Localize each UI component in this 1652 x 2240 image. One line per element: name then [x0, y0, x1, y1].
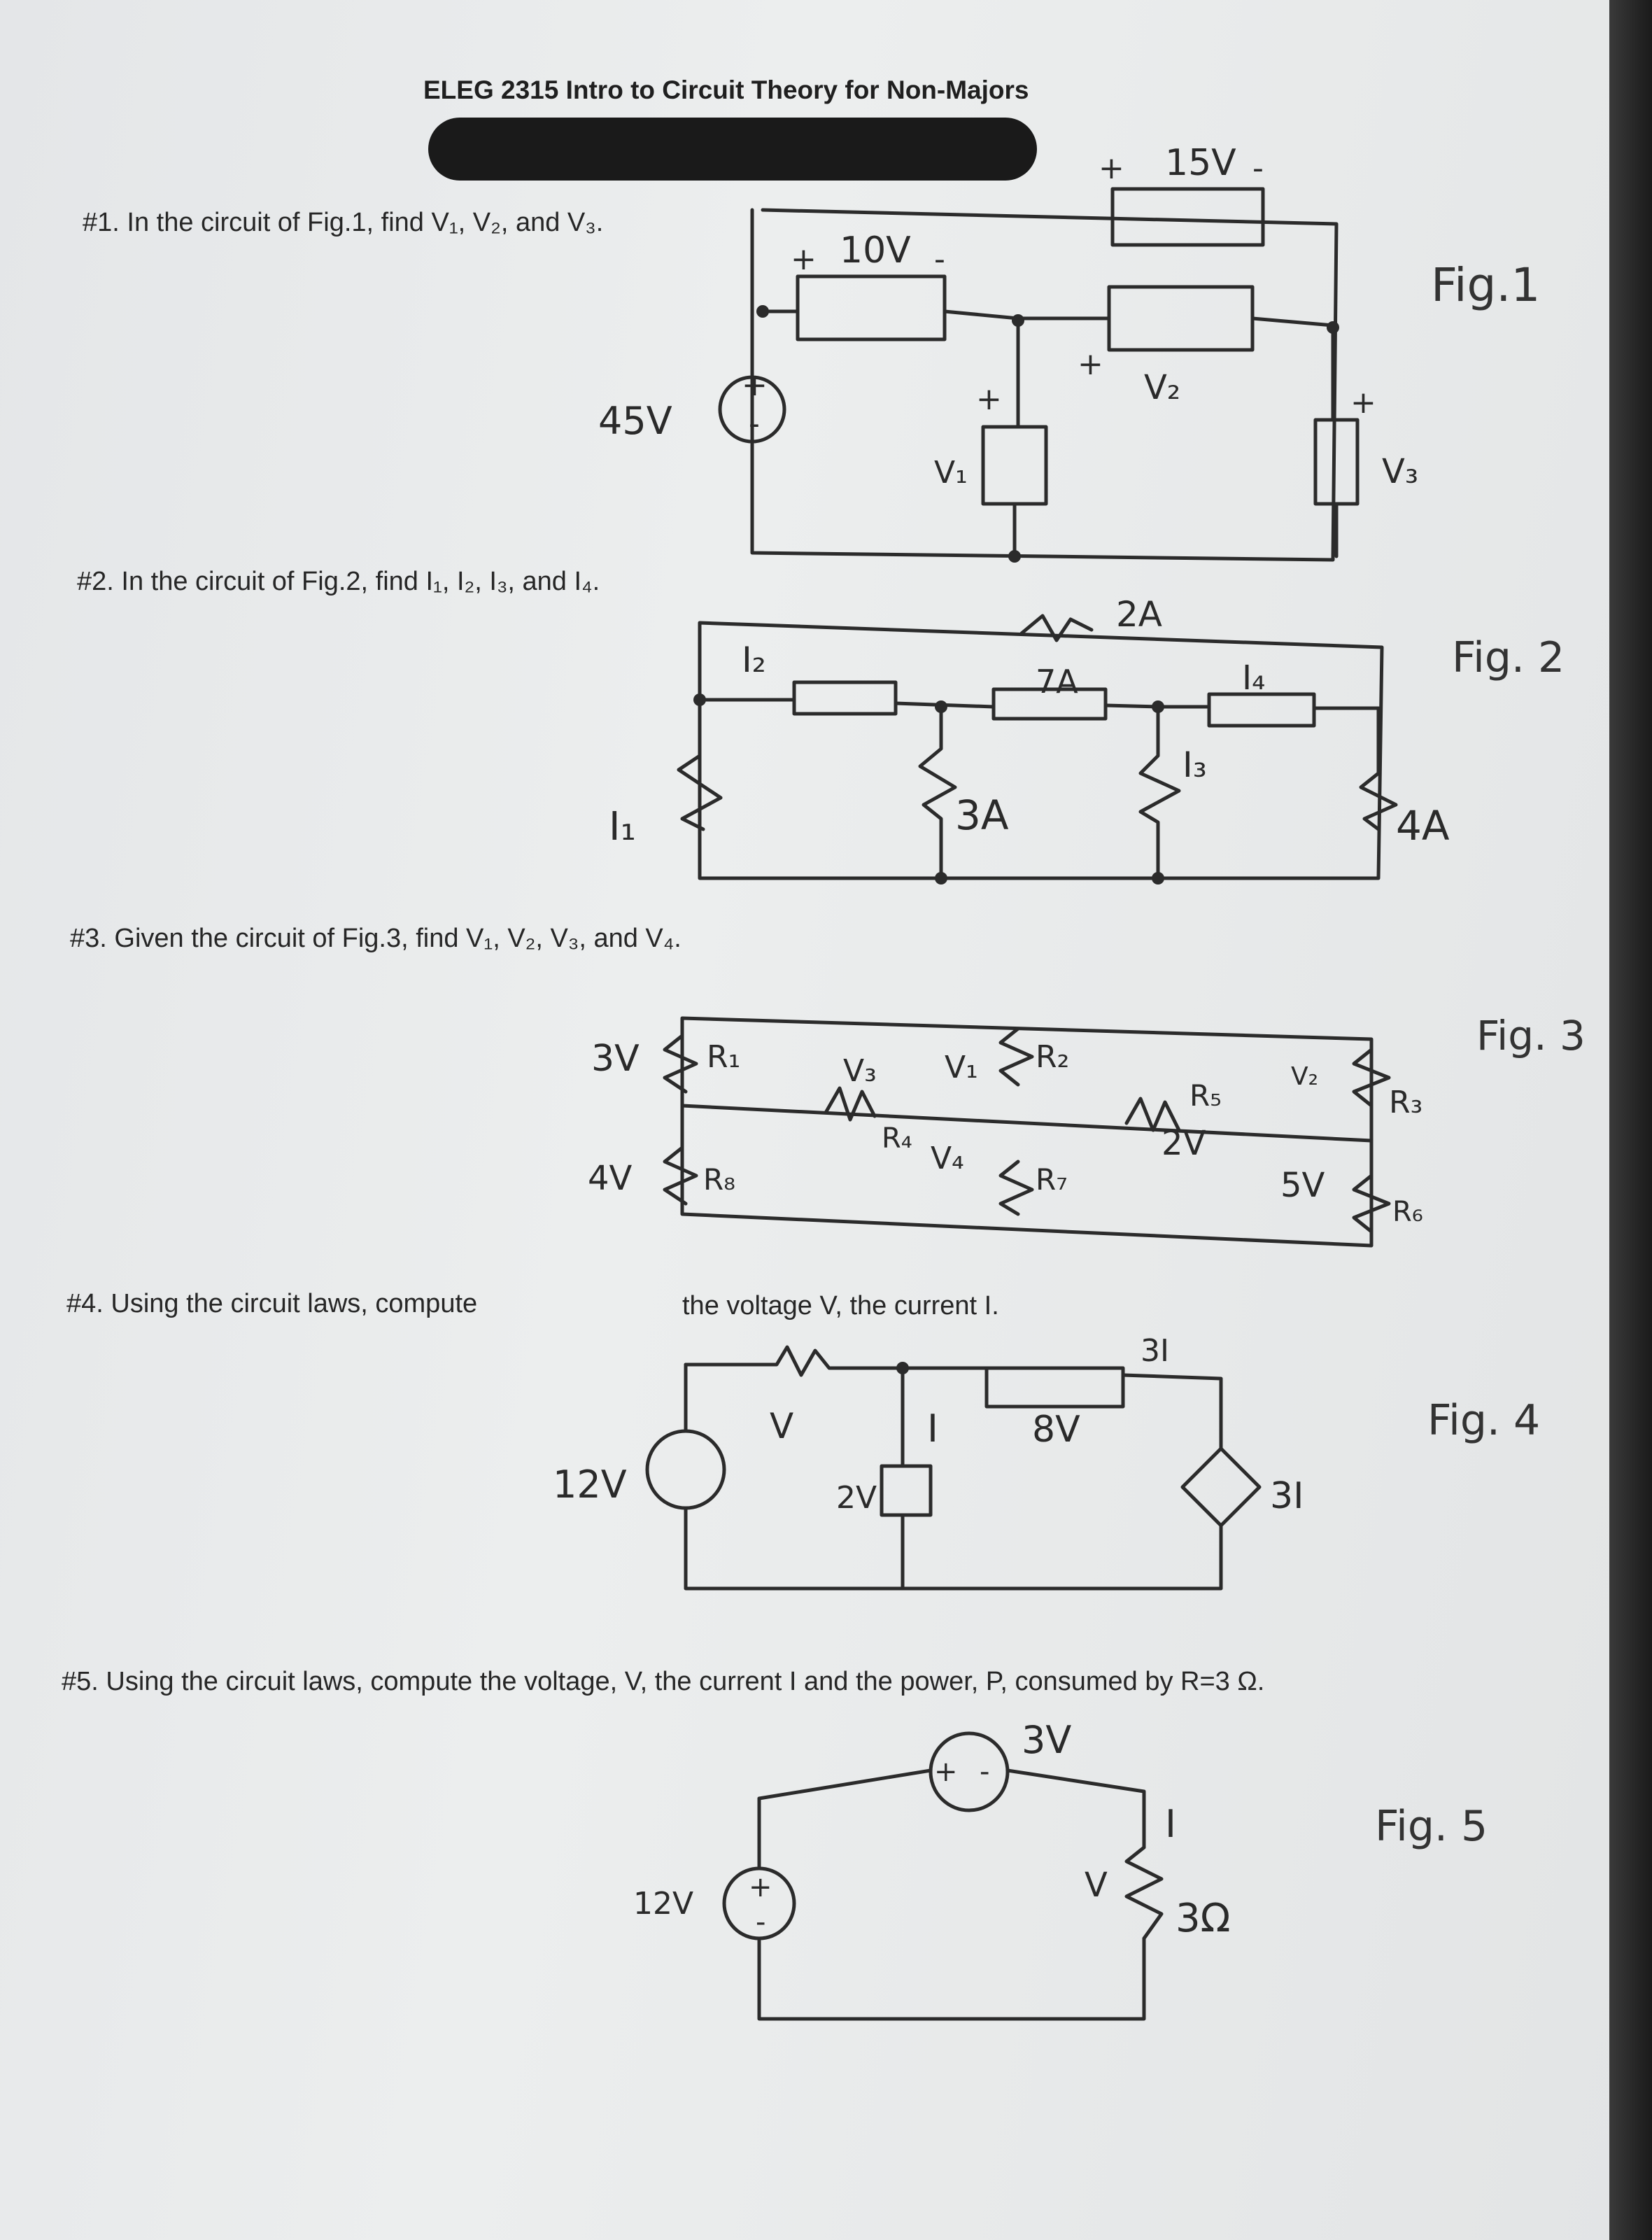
fig4-dep-top-label: 3I — [1141, 1333, 1169, 1369]
fig1-source-label: 45V — [598, 399, 672, 443]
fig3-r5-label: R₅ — [1189, 1078, 1222, 1113]
fig1-v1-label: V₁ — [934, 455, 968, 491]
fig4-resistor-2v — [882, 1466, 931, 1515]
svg-text:+: + — [1078, 346, 1103, 382]
fig2-outer-wire — [700, 623, 1382, 878]
svg-text:-: - — [934, 241, 945, 277]
fig3-r1-label: R₁ — [707, 1039, 741, 1075]
svg-text:-: - — [749, 406, 760, 442]
fig2-circuit — [679, 616, 1396, 878]
fig3-r2-label: R₂ — [1036, 1039, 1070, 1075]
fig3-5v-label: 5V — [1280, 1166, 1325, 1205]
fig1-resistor-15v — [1113, 189, 1263, 245]
fig3-3v-label: 3V — [591, 1038, 640, 1080]
fig3-label: Fig. 3 — [1476, 1012, 1586, 1059]
fig3-v2-label: V₂ — [1291, 1062, 1319, 1091]
fig1-v2-label: V₂ — [1144, 368, 1181, 407]
fig1-resistor-10v — [798, 276, 945, 339]
question-3: #3. Given the circuit of Fig.3, find V₁, V₂, V₃, and V₄. — [70, 924, 682, 953]
fig5-v-label: V — [1085, 1866, 1108, 1905]
fig5-source-label: 12V — [633, 1886, 694, 1922]
fig3-r4-label: R₄ — [882, 1122, 912, 1155]
fig3-r3-label: R₃ — [1389, 1085, 1423, 1120]
course-title: ELEG 2315 Intro to Circuit Theory for Non-Majors — [423, 76, 1029, 104]
fig4-circuit — [647, 1347, 1259, 1589]
fig1-resistor-v1 — [983, 427, 1046, 504]
svg-text:+: + — [742, 367, 768, 403]
fig2-7a-label: 7A — [1036, 663, 1078, 700]
fig4-8v-label: 8V — [1032, 1409, 1080, 1451]
fig1-resistor-v2 — [1109, 287, 1252, 350]
fig2-3a-label: 3A — [955, 791, 1009, 839]
fig4-voltage-source — [647, 1431, 724, 1508]
svg-text:+: + — [1099, 150, 1124, 186]
fig3-r7-label: R₇ — [1036, 1162, 1068, 1197]
fig1-v3-label: V₃ — [1382, 452, 1419, 491]
fig1-15v-label: 15V — [1165, 142, 1236, 184]
fig2-i3-label: I₃ — [1182, 745, 1207, 785]
fig4-dep-label: 3I — [1270, 1475, 1304, 1517]
fig3-circuit — [665, 1018, 1389, 1246]
fig5-resistor-3ohm — [1127, 1847, 1162, 1938]
question-5: #5. Using the circuit laws, compute the voltage, V, the current I and the power, P, consumed by R=3 Ω. — [62, 1667, 1265, 1696]
fig3-v4-label: V₄ — [931, 1141, 964, 1176]
svg-text:-: - — [1252, 150, 1264, 186]
fig3-v1-label: V₁ — [945, 1050, 978, 1085]
fig2-i1-label: I₁ — [609, 804, 636, 850]
fig2-4a-label: 4A — [1396, 802, 1450, 850]
svg-text:+: + — [934, 1756, 958, 1788]
fig2-source-i4 — [1209, 694, 1314, 726]
fig3-v3-label: V₃ — [843, 1053, 877, 1089]
question-4-part1: #4. Using the circuit laws, compute — [66, 1289, 478, 1318]
fig2-resistor-i2 — [794, 682, 896, 714]
fig5-i-label: I — [1165, 1802, 1176, 1846]
fig3-4v-label: 4V — [588, 1159, 633, 1198]
fig3-2v-label: 2V — [1162, 1124, 1206, 1163]
question-2: #2. In the circuit of Fig.2, find I₁, I₂, I₃, and I₄. — [77, 567, 600, 596]
fig3-r6-label: R₆ — [1392, 1196, 1423, 1228]
fig4-v-label: V — [770, 1406, 794, 1446]
fig5-r-label: 3Ω — [1176, 1896, 1231, 1941]
fig5-label: Fig. 5 — [1375, 1802, 1488, 1851]
question-1: #1. In the circuit of Fig.1, find V₁, V₂, and V₃. — [83, 208, 604, 237]
fig4-2v-label: 2V — [836, 1480, 877, 1516]
svg-text:+: + — [976, 381, 1002, 417]
svg-text:-: - — [756, 1906, 766, 1938]
fig2-i4-label: I₄ — [1242, 658, 1266, 698]
fig4-resistor-8v — [987, 1368, 1123, 1407]
fig1-resistor-v3 — [1315, 420, 1357, 504]
svg-text:+: + — [1350, 385, 1376, 421]
fig2-label: Fig. 2 — [1452, 633, 1565, 682]
fig4-i-label: I — [927, 1407, 938, 1451]
svg-text:+: + — [749, 1871, 772, 1903]
fig2-2a-label: 2A — [1116, 594, 1163, 635]
fig3-outer-wire — [682, 1018, 1371, 1246]
fig5-3v-label: 3V — [1022, 1718, 1072, 1762]
fig4-dependent-source — [1182, 1449, 1259, 1526]
svg-text:+: + — [791, 241, 817, 277]
fig2-i2-label: I₂ — [742, 640, 766, 680]
fig1-10v-label: 10V — [840, 230, 911, 272]
fig4-label: Fig. 4 — [1427, 1396, 1541, 1445]
fig1-label: Fig.1 — [1431, 258, 1541, 312]
fig3-r8-label: R₈ — [703, 1162, 736, 1197]
fig4-source-label: 12V — [553, 1463, 627, 1507]
svg-text:-: - — [980, 1756, 990, 1788]
question-4-part2: the voltage V, the current I. — [682, 1291, 999, 1320]
